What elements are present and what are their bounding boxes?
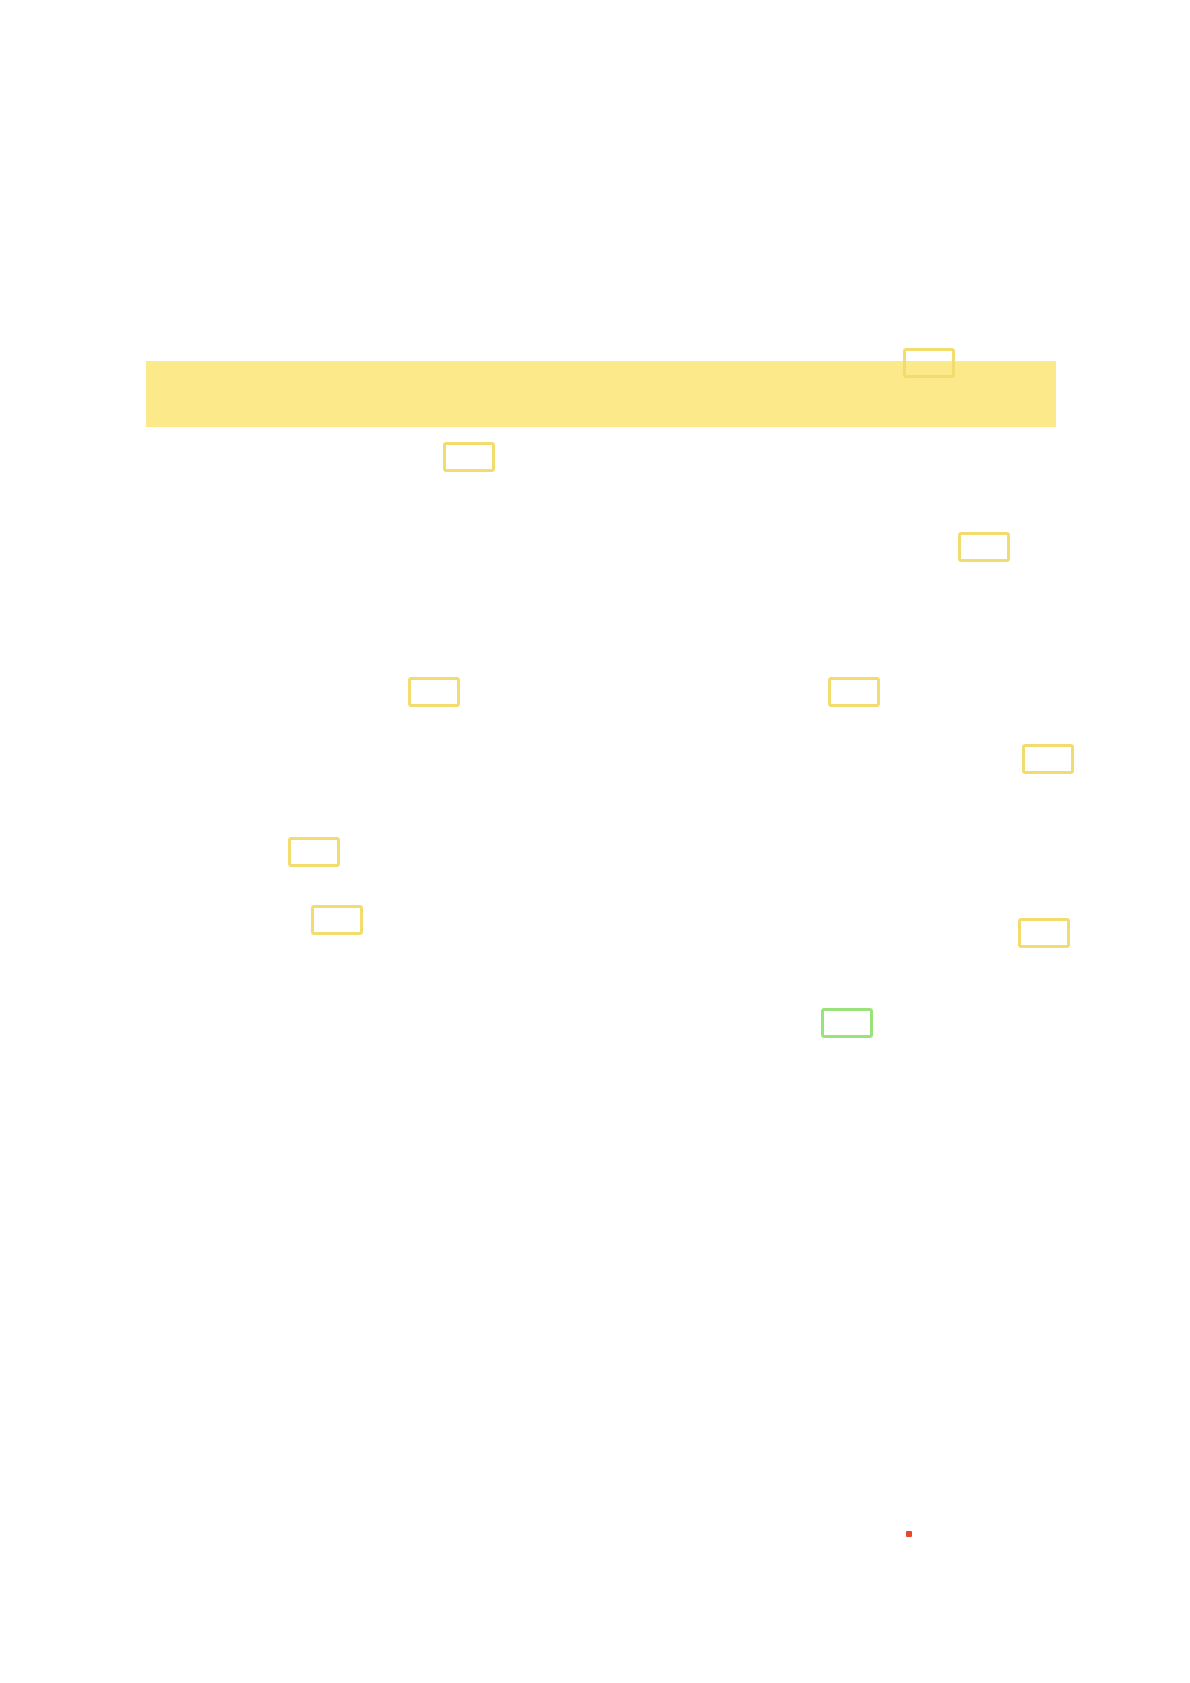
paragraph-6-text — [146, 1329, 1056, 1362]
comment-marker[interactable] — [821, 1008, 873, 1038]
paragraph-2-text — [146, 222, 1056, 255]
comment-marker[interactable] — [408, 677, 460, 707]
comment-marker[interactable] — [288, 837, 340, 867]
paragraph-4-text — [146, 684, 1056, 717]
paragraph-1-text — [146, 148, 1056, 181]
paragraph-5-text — [146, 1105, 1056, 1138]
paragraph-4 — [146, 684, 1056, 1047]
paragraph-3 — [146, 361, 1056, 658]
comment-marker[interactable] — [903, 348, 955, 378]
comment-marker[interactable] — [311, 905, 363, 935]
paragraph-2 — [146, 222, 1056, 321]
comment-marker[interactable] — [828, 677, 880, 707]
revision-mark-icon — [906, 1531, 912, 1537]
paragraph-5 — [146, 1105, 1056, 1303]
paragraph-6 — [146, 1329, 1056, 1494]
comment-marker[interactable] — [958, 532, 1010, 562]
comment-marker[interactable] — [1022, 744, 1074, 774]
comment-marker[interactable] — [1018, 918, 1070, 948]
paragraph-1 — [146, 148, 1056, 214]
comment-marker[interactable] — [443, 442, 495, 472]
